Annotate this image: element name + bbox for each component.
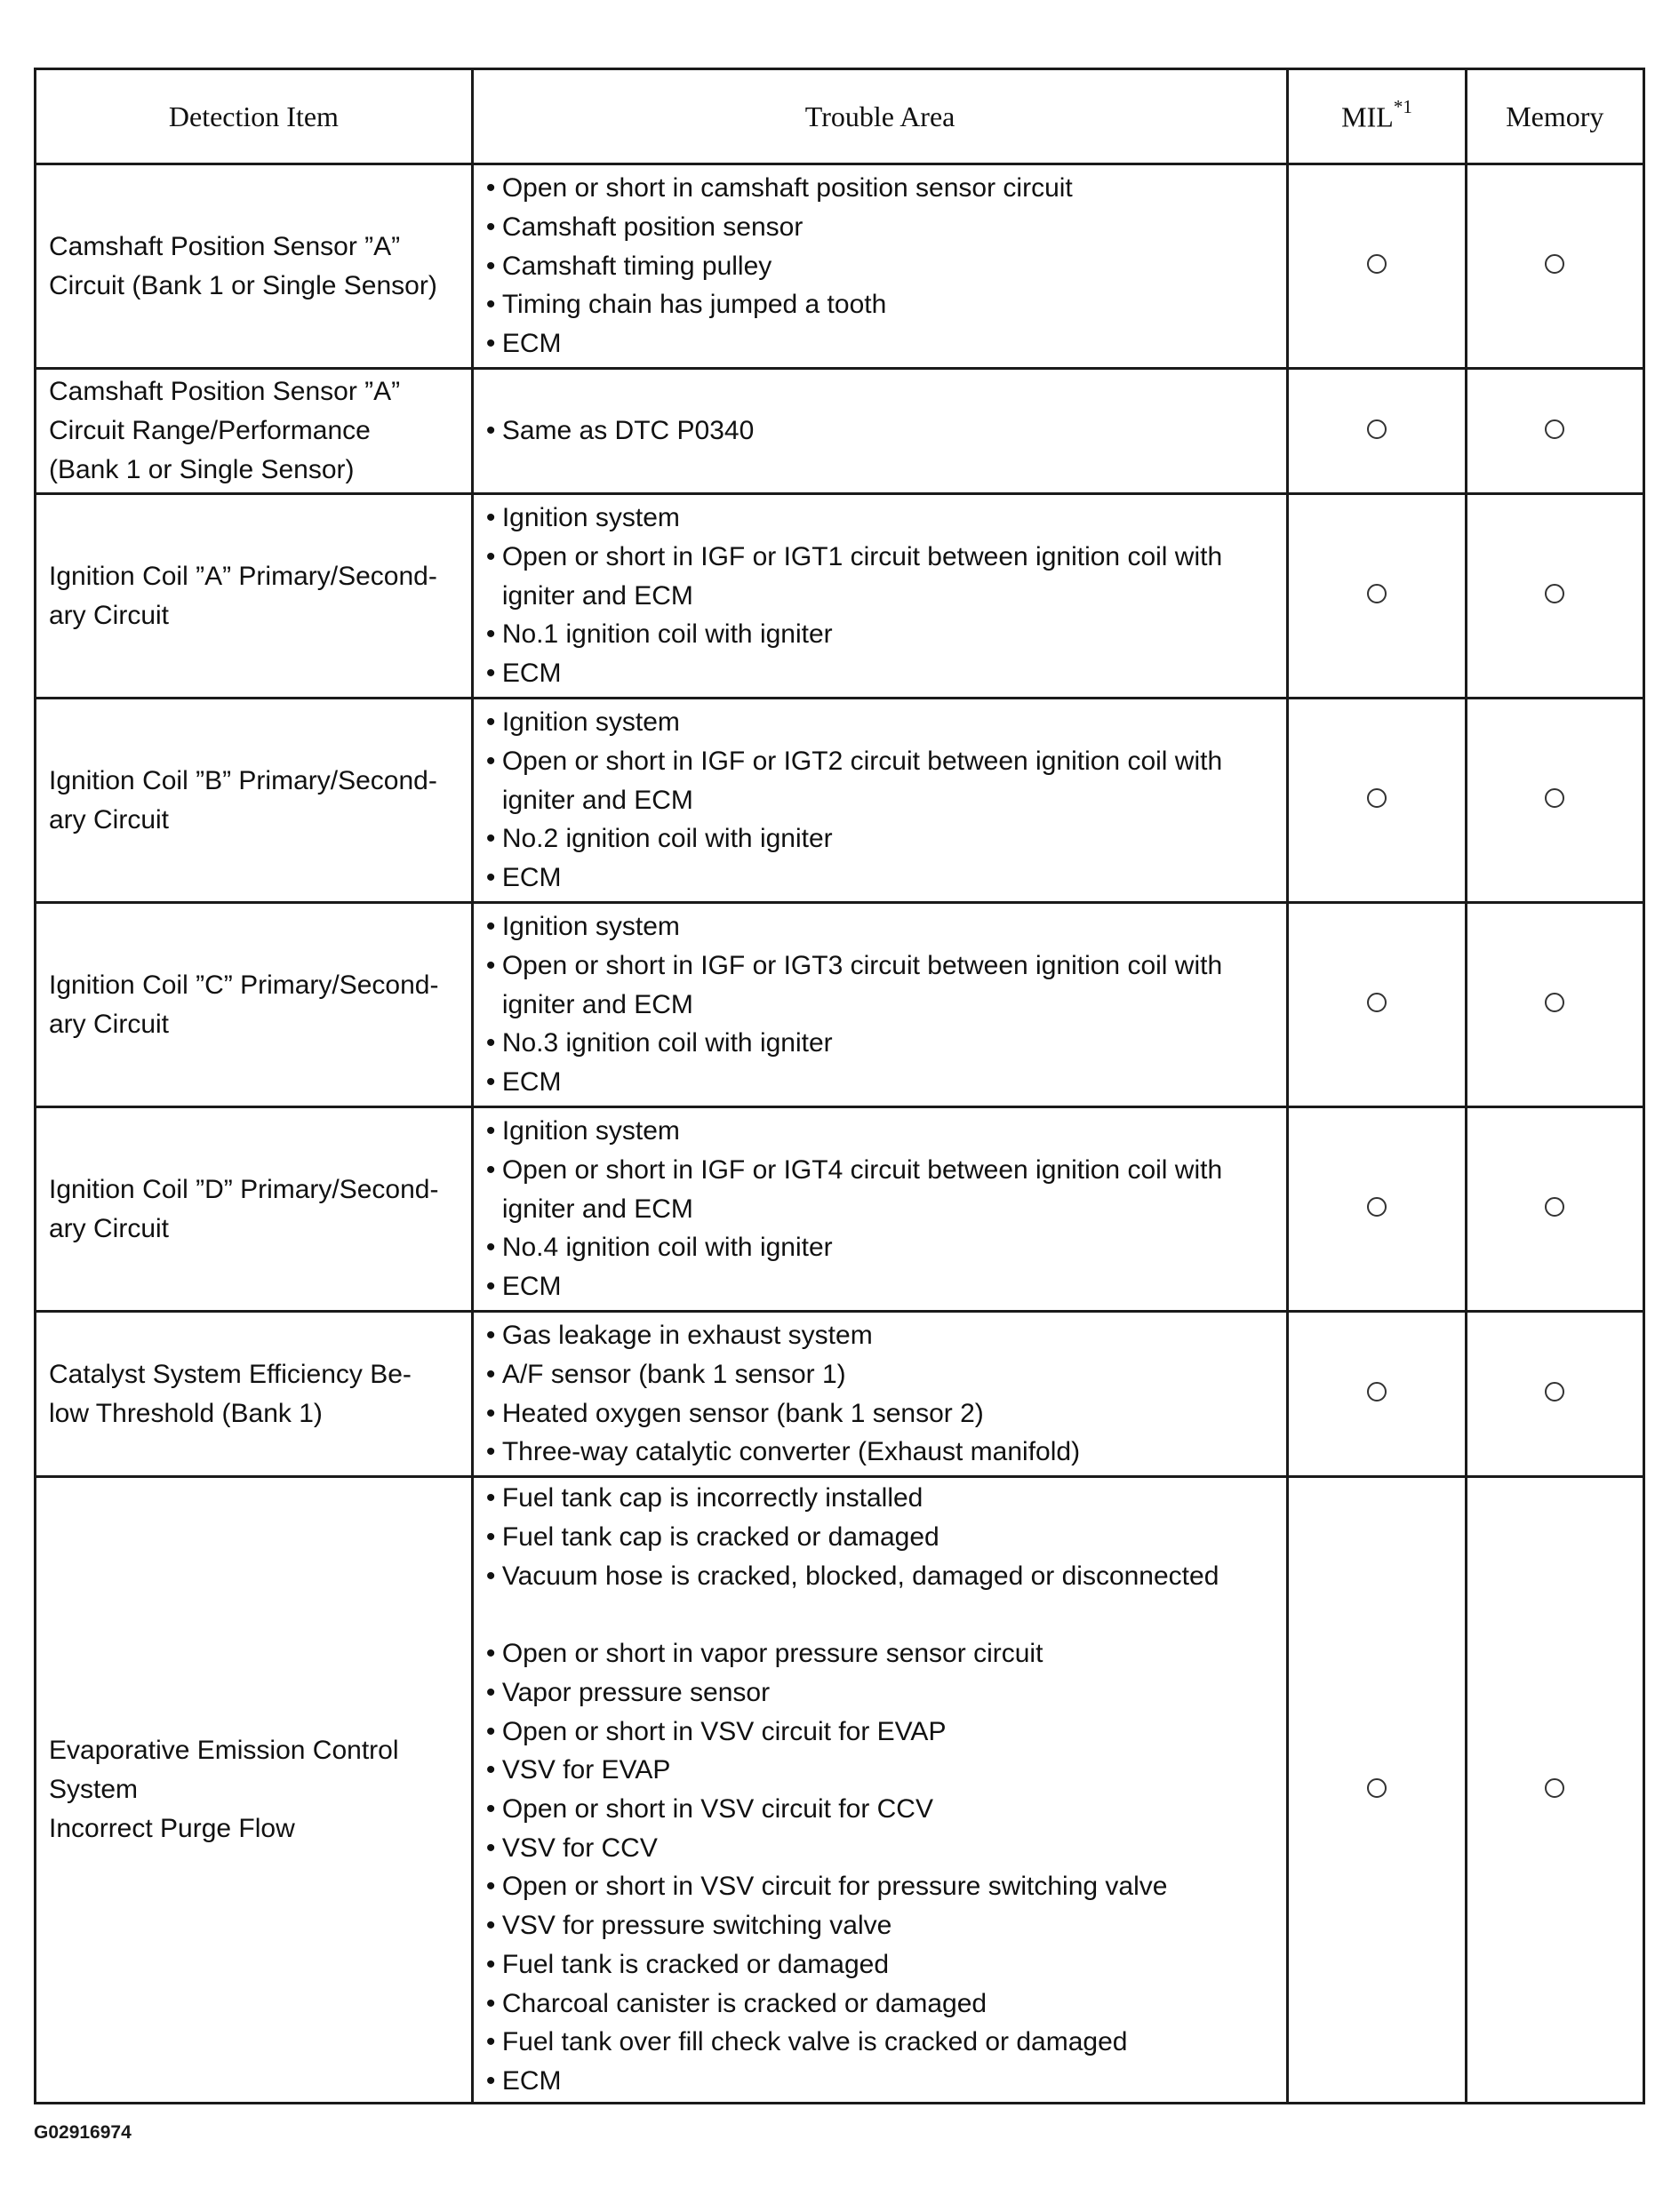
list-item (486, 169, 1287, 208)
list-item-text: • VSV for pressure switching valve (501, 1911, 892, 1941)
list-item-text: • No.2 ignition coil with igniter (501, 824, 833, 854)
list-item-text: • Gas leakage in exhaust system (501, 1321, 873, 1351)
list-item-text: igniter and ECM (501, 989, 693, 1019)
list-item (486, 946, 1287, 1024)
list-item (486, 1867, 1287, 1906)
list-item-text: • No.1 ignition coil with igniter (501, 619, 833, 650)
list-item (486, 1713, 1287, 1752)
table-row (36, 369, 1644, 494)
list-item-text: • Ignition system (501, 912, 680, 942)
table-row (36, 1312, 1644, 1477)
list-item-text: • No.3 ignition coil with igniter (501, 1028, 833, 1058)
mil-cell (1288, 164, 1466, 369)
trouble-area-cell (472, 164, 1288, 369)
mil-circle-icon (1367, 419, 1387, 439)
detection-item-cell (36, 699, 473, 903)
figure-id: G02916974 (34, 2122, 132, 2143)
list-item-text: • ECM (501, 659, 562, 689)
table-row (36, 164, 1644, 369)
detection-item-text: Ignition Coil ”D” Primary/Second- (49, 1174, 439, 1204)
list-item-text: • Camshaft position sensor (501, 212, 804, 242)
list-item-text: • Open or short in VSV circuit for CCV (501, 1793, 933, 1824)
list-item (486, 703, 1287, 742)
header-trouble-area: Trouble Area (472, 69, 1288, 164)
trouble-area-list (486, 169, 1287, 363)
list-item (486, 1316, 1287, 1355)
detection-item-text: Ignition Coil ”B” Primary/Second- (49, 765, 437, 795)
memory-circle-icon (1545, 584, 1564, 603)
memory-circle-icon (1545, 1197, 1564, 1217)
detection-item-text: Camshaft Position Sensor ”A” (49, 231, 401, 261)
list-item (486, 1228, 1287, 1267)
table-row (36, 1107, 1644, 1312)
list-item-text: • Ignition system (501, 707, 680, 738)
list-item (486, 1945, 1287, 1984)
header-mil (1288, 69, 1466, 164)
list-item-text: • Fuel tank over fill check valve is cracked or damaged (501, 2027, 1128, 2057)
list-item (486, 247, 1287, 286)
mil-cell (1288, 699, 1466, 903)
list-item-text: • Camshaft timing pulley (501, 251, 772, 281)
memory-circle-icon (1545, 254, 1564, 274)
detection-item-text: Ignition Coil ”C” Primary/Second- (49, 970, 439, 1000)
table-row (36, 494, 1644, 699)
memory-cell (1466, 903, 1643, 1107)
memory-circle-icon (1545, 419, 1564, 439)
detection-item-cell (36, 164, 473, 369)
detection-item-text: low Threshold (Bank 1) (49, 1398, 323, 1428)
trouble-area-cell (472, 1477, 1288, 2104)
list-item-text: • Open or short in IGF or IGT1 circuit between ignition coil with (501, 541, 1223, 571)
list-item-text: • Fuel tank cap is cracked or damaged (501, 1522, 939, 1553)
list-item (486, 1829, 1287, 1868)
list-spacer (486, 1595, 1287, 1634)
list-item (486, 1634, 1287, 1673)
list-item-text: • ECM (501, 863, 562, 893)
memory-circle-icon (1545, 993, 1564, 1012)
header-mil-label: MIL (1341, 100, 1394, 133)
list-item-text: • VSV for CCV (501, 1833, 658, 1863)
list-item-text: • Fuel tank cap is incorrectly installed (501, 1483, 923, 1513)
detection-item-text: Evaporative Emission Control (49, 1736, 399, 1765)
list-item-text: • Fuel tank is cracked or damaged (501, 1949, 890, 1979)
list-item (486, 1984, 1287, 2024)
list-item (486, 499, 1287, 538)
list-item (486, 411, 1287, 451)
list-item-text: • ECM (501, 1272, 562, 1302)
dtc-table (34, 68, 1645, 2104)
list-item (486, 1394, 1287, 1433)
detection-item-text: ary Circuit (49, 1213, 170, 1243)
header-mil-footnote: *1 (1393, 95, 1412, 117)
list-item-text: • Three-way catalytic converter (Exhaust manifold) (501, 1437, 1081, 1467)
mil-cell (1288, 1107, 1466, 1312)
detection-item-text: ary Circuit (49, 600, 170, 630)
detection-item-text: (Bank 1 or Single Sensor) (49, 455, 355, 484)
memory-cell (1466, 1312, 1643, 1477)
list-item-text: • Open or short in VSV circuit for pressure switching valve (501, 1872, 1168, 1902)
list-item-text: igniter and ECM (501, 785, 693, 815)
detection-item-text: Camshaft Position Sensor ”A” (49, 377, 401, 406)
header-row (36, 69, 1644, 164)
list-item-text: • Ignition system (501, 1116, 680, 1146)
mil-cell (1288, 1312, 1466, 1477)
list-item-text: • No.4 ignition coil with igniter (501, 1233, 833, 1263)
mil-circle-icon (1367, 993, 1387, 1012)
memory-cell (1466, 1107, 1643, 1312)
list-item (486, 285, 1287, 324)
memory-cell (1466, 369, 1643, 494)
memory-circle-icon (1545, 788, 1564, 808)
trouble-area-cell (472, 699, 1288, 903)
header-memory: Memory (1466, 69, 1643, 164)
list-item (486, 907, 1287, 946)
memory-cell (1466, 1477, 1643, 2104)
list-item (486, 1355, 1287, 1394)
list-item-text: • Timing chain has jumped a tooth (501, 290, 887, 320)
trouble-area-list (486, 1112, 1287, 1306)
list-item (486, 1751, 1287, 1790)
mil-cell (1288, 1477, 1466, 2104)
list-item-text: • Open or short in IGF or IGT4 circuit between ignition coil with (501, 1154, 1223, 1185)
trouble-area-list (486, 1316, 1287, 1472)
mil-circle-icon (1367, 788, 1387, 808)
detection-item-text: Ignition Coil ”A” Primary/Second- (49, 561, 437, 591)
trouble-area-list (486, 499, 1287, 693)
list-item (486, 324, 1287, 363)
list-item-text: • Same as DTC P0340 (501, 416, 755, 446)
list-item-text: • Vacuum hose is cracked, blocked, damaged or disconnected (501, 1561, 1219, 1591)
trouble-area-list (486, 703, 1287, 898)
list-item-text: • VSV for EVAP (501, 1755, 671, 1785)
list-item (486, 1433, 1287, 1472)
list-item (486, 1063, 1287, 1102)
list-item-text: • Open or short in IGF or IGT2 circuit between ignition coil with (501, 746, 1223, 776)
trouble-area-list (486, 907, 1287, 1102)
list-item (486, 2023, 1287, 2062)
detection-item-text: Catalyst System Efficiency Be- (49, 1359, 412, 1389)
mil-cell (1288, 369, 1466, 494)
list-item-text: • Open or short in IGF or IGT3 circuit between ignition coil with (501, 950, 1223, 980)
mil-circle-icon (1367, 254, 1387, 274)
table-row (36, 903, 1644, 1107)
detection-item-text: Incorrect Purge Flow (49, 1814, 295, 1843)
list-item (486, 1673, 1287, 1713)
list-item-text: • ECM (501, 2065, 562, 2096)
list-item (486, 2062, 1287, 2101)
trouble-area-cell (472, 494, 1288, 699)
header-detection-item: Detection Item (36, 69, 473, 164)
mil-circle-icon (1367, 1382, 1387, 1401)
detection-item-cell (36, 903, 473, 1107)
memory-circle-icon (1545, 1382, 1564, 1401)
mil-circle-icon (1367, 1778, 1387, 1798)
detection-item-text: Circuit (Bank 1 or Single Sensor) (49, 270, 437, 300)
list-item-text: • Open or short in vapor pressure sensor circuit (501, 1639, 1043, 1669)
list-item-text: • Charcoal canister is cracked or damaged (501, 1988, 987, 2018)
table-row (36, 1477, 1644, 2104)
detection-item-cell (36, 1312, 473, 1477)
trouble-area-cell (472, 903, 1288, 1107)
detection-item-cell (36, 369, 473, 494)
trouble-area-cell (472, 1107, 1288, 1312)
list-item-text: • Open or short in camshaft position sensor circuit (501, 173, 1073, 204)
detection-item-cell (36, 1477, 473, 2104)
memory-cell (1466, 164, 1643, 369)
trouble-area-cell (472, 369, 1288, 494)
memory-cell (1466, 699, 1643, 903)
list-item-text: • Ignition system (501, 503, 680, 533)
list-item-text: • Heated oxygen sensor (bank 1 sensor 2) (501, 1398, 984, 1428)
list-item (486, 654, 1287, 693)
mil-cell (1288, 903, 1466, 1107)
detection-item-text: ary Circuit (49, 1009, 170, 1039)
trouble-area-cell (472, 1312, 1288, 1477)
list-item (486, 1790, 1287, 1829)
list-item-text: • Vapor pressure sensor (501, 1677, 771, 1707)
list-item (486, 858, 1287, 898)
list-item (486, 819, 1287, 858)
list-item-text: igniter and ECM (501, 1194, 693, 1224)
list-item-text: • Open or short in VSV circuit for EVAP (501, 1716, 947, 1746)
trouble-area-list (486, 411, 1287, 451)
list-item-text: igniter and ECM (501, 580, 693, 611)
list-item (486, 208, 1287, 247)
list-item-text: • ECM (501, 329, 562, 359)
mil-cell (1288, 494, 1466, 699)
memory-circle-icon (1545, 1778, 1564, 1798)
table-body (36, 164, 1644, 2104)
detection-item-text: ary Circuit (49, 804, 170, 834)
list-item (486, 615, 1287, 654)
mil-circle-icon (1367, 584, 1387, 603)
list-item (486, 742, 1287, 819)
detection-item-text: Circuit Range/Performance (49, 416, 371, 445)
table-row (36, 699, 1644, 903)
detection-item-cell (36, 494, 473, 699)
list-item (486, 1906, 1287, 1945)
list-item (486, 538, 1287, 615)
list-item (486, 1024, 1287, 1063)
memory-cell (1466, 494, 1643, 699)
detection-item-text: System (49, 1775, 139, 1804)
list-item (486, 1557, 1287, 1596)
trouble-area-list (486, 1479, 1287, 2100)
list-item (486, 1518, 1287, 1557)
list-item-text: • A/F sensor (bank 1 sensor 1) (501, 1359, 846, 1389)
list-item (486, 1479, 1287, 1518)
list-item (486, 1112, 1287, 1151)
list-item (486, 1151, 1287, 1228)
list-item (486, 1267, 1287, 1306)
detection-item-cell (36, 1107, 473, 1312)
list-item-text: • ECM (501, 1067, 562, 1098)
mil-circle-icon (1367, 1197, 1387, 1217)
